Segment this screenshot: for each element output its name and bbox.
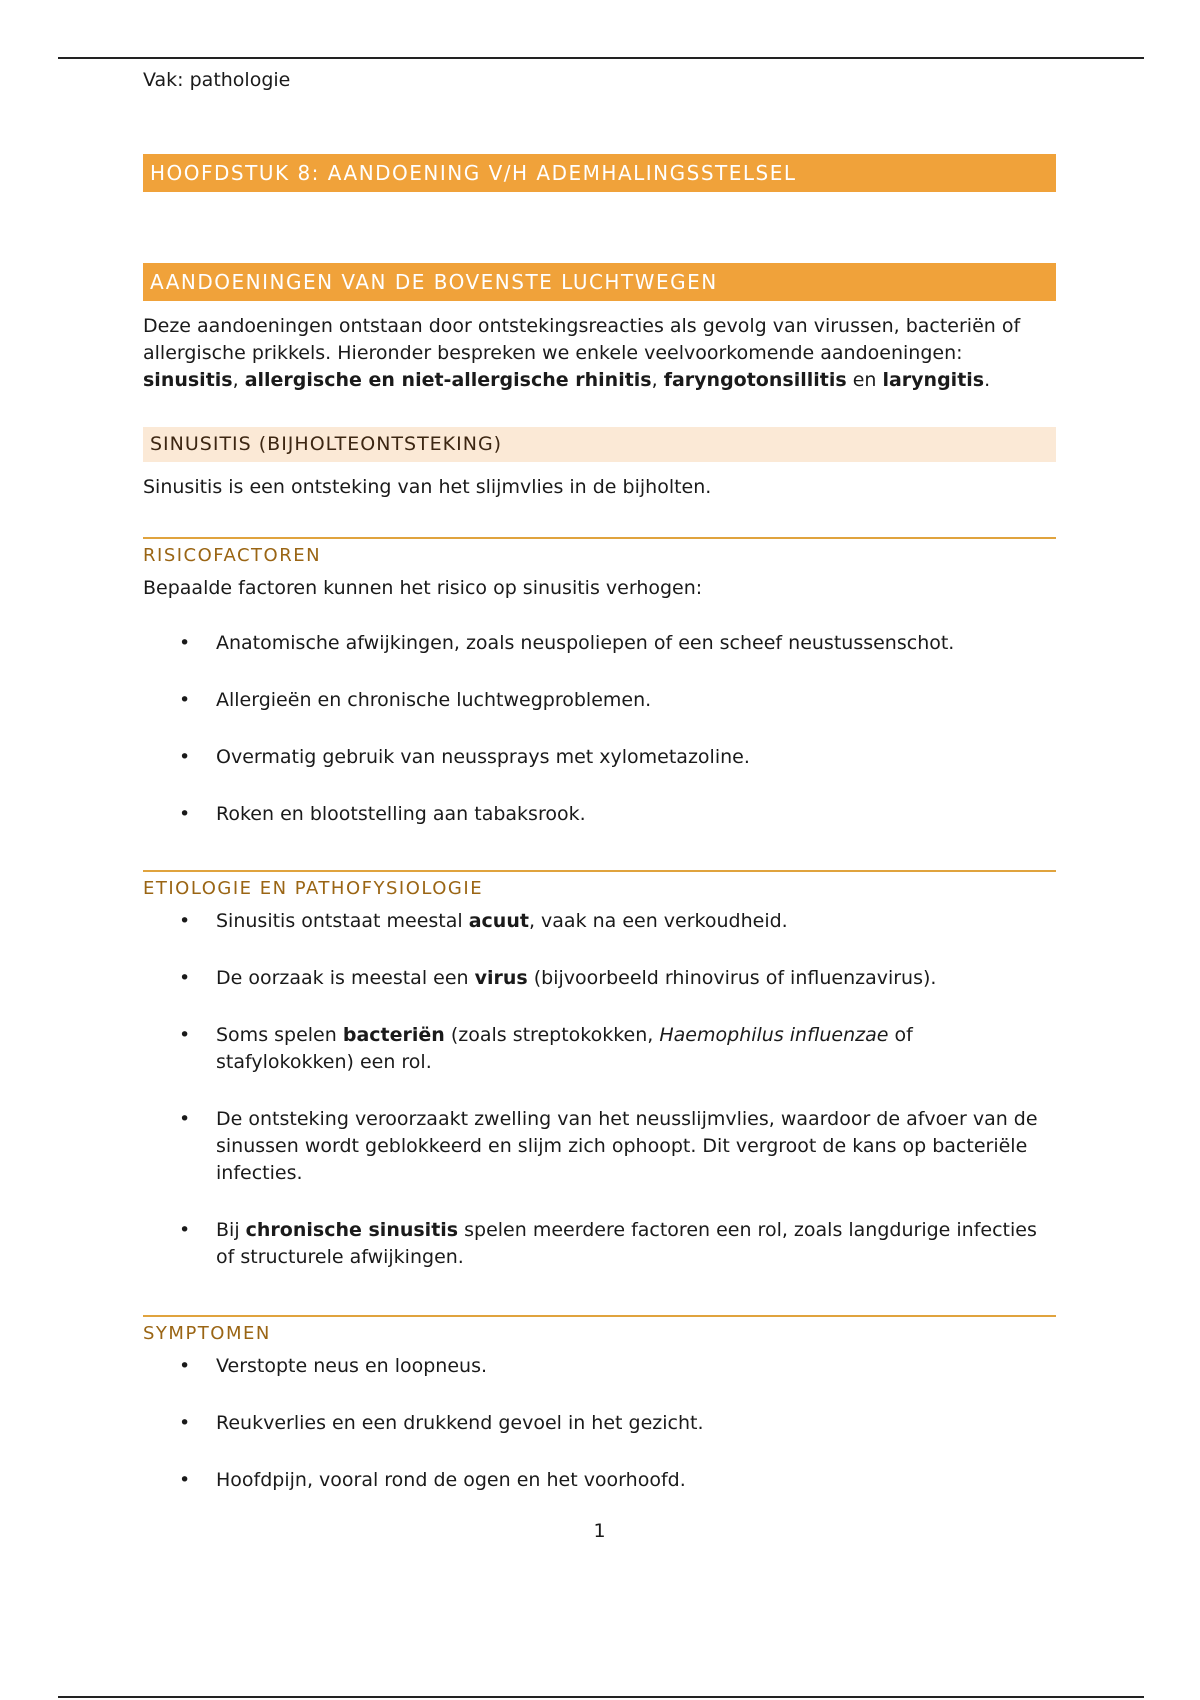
sinusitis-heading: SINUSITIS (BIJHOLTEONTSTEKING) bbox=[143, 427, 1056, 462]
bullet-icon: • bbox=[179, 1108, 191, 1130]
page-number: 1 bbox=[593, 1520, 606, 1542]
etiology-heading: ETIOLOGIE EN PATHOFYSIOLOGIE bbox=[143, 870, 1056, 902]
intro-term-faryngotonsillitis: faryngotonsillitis bbox=[663, 369, 847, 391]
intro-end: . bbox=[984, 369, 991, 391]
list-item-bold: virus bbox=[474, 967, 528, 989]
section-intro bbox=[143, 313, 1056, 394]
bullet-icon: • bbox=[179, 632, 191, 654]
sinusitis-definition: Sinusitis is een ontsteking van het slijmvlies in de bijholten. bbox=[143, 476, 712, 498]
symptoms-heading: SYMPTOMEN bbox=[143, 1315, 1056, 1347]
section-heading: AANDOENINGEN VAN DE BOVENSTE LUCHTWEGEN bbox=[143, 263, 1056, 301]
list-item-text: (bijvoorbeeld rhinovirus of influenzavirus). bbox=[527, 967, 937, 989]
list-item-text: of stafylokokken) een rol. bbox=[216, 1024, 913, 1073]
list-item bbox=[143, 630, 1056, 657]
risk-factors-heading: RISICOFACTOREN bbox=[143, 537, 1056, 569]
bullet-icon: • bbox=[179, 1412, 191, 1434]
list-item-text: Verstopte neus en loopneus. bbox=[216, 1355, 488, 1377]
risk-factors-list bbox=[143, 630, 1056, 828]
list-item bbox=[143, 687, 1056, 714]
bullet-icon: • bbox=[179, 1024, 191, 1046]
list-item bbox=[143, 965, 1056, 992]
list-item-text: spelen meerdere factoren een rol, zoals langdurige infecties of structurele afwijkingen. bbox=[216, 1219, 1037, 1268]
list-item bbox=[143, 1467, 1056, 1494]
symptoms-list bbox=[143, 1353, 1056, 1494]
intro-term-rhinitis: allergische en niet-allergische rhinitis bbox=[244, 369, 652, 391]
bullet-icon: • bbox=[179, 689, 191, 711]
intro-term-sinusitis: sinusitis bbox=[143, 369, 233, 391]
list-item bbox=[143, 908, 1056, 935]
etiology-list bbox=[143, 908, 1056, 1271]
bullet-icon: • bbox=[179, 1469, 191, 1491]
course-header: Vak: pathologie bbox=[143, 69, 291, 91]
intro-separator: , bbox=[232, 369, 245, 391]
intro-term-laryngitis: laryngitis bbox=[882, 369, 985, 391]
intro-separator: , bbox=[651, 369, 664, 391]
list-item-text: De ontsteking veroorzaakt zwelling van het neusslijmvlies, waardoor de afvoer van de sinussen wordt geblokkeerd en slijm zich ophoopt. Dit vergroot de kans op bacteriële infecties. bbox=[216, 1108, 1038, 1184]
intro-separator: en bbox=[846, 369, 883, 391]
bullet-icon: • bbox=[179, 910, 191, 932]
list-item-text: Soms spelen bbox=[216, 1024, 343, 1046]
document-page bbox=[143, 66, 1056, 1545]
bullet-icon: • bbox=[179, 803, 191, 825]
list-item bbox=[143, 1217, 1056, 1271]
list-item-text: Roken en blootstelling aan tabaksrook. bbox=[216, 803, 586, 825]
intro-text: Deze aandoeningen ontstaan door ontstekingsreacties als gevolg van virussen, bacteriën of allergische prikkels. Hieronder bespreken we enkele veelvoorkomende aandoeningen: bbox=[143, 315, 1021, 364]
list-item bbox=[143, 1022, 1056, 1076]
chapter-heading: HOOFDSTUK 8: AANDOENING V/H ADEMHALINGSSTELSEL bbox=[143, 154, 1056, 192]
bullet-icon: • bbox=[179, 1355, 191, 1377]
list-item-text: Hoofdpijn, vooral rond de ogen en het voorhoofd. bbox=[216, 1469, 686, 1491]
list-item-bold: bacteriën bbox=[342, 1024, 445, 1046]
bullet-icon: • bbox=[179, 967, 191, 989]
list-item-text: , vaak na een verkoudheid. bbox=[528, 910, 788, 932]
list-item-text: Reukverlies en een drukkend gevoel in het gezicht. bbox=[216, 1412, 704, 1434]
list-item-bold: chronische sinusitis bbox=[245, 1219, 459, 1241]
list-item-text: Bij bbox=[216, 1219, 246, 1241]
list-item-text: Sinusitis ontstaat meestal bbox=[216, 910, 469, 932]
list-item-bold: acuut bbox=[468, 910, 529, 932]
risk-factors-lead: Bepaalde factoren kunnen het risico op sinusitis verhogen: bbox=[143, 577, 703, 599]
bottom-rule bbox=[58, 1696, 1144, 1698]
list-item-text: De oorzaak is meestal een bbox=[216, 967, 475, 989]
list-item-text: Overmatig gebruik van neussprays met xylometazoline. bbox=[216, 746, 750, 768]
bullet-icon: • bbox=[179, 1219, 191, 1241]
list-item bbox=[143, 1106, 1056, 1187]
list-item bbox=[143, 1410, 1056, 1437]
list-item-text: Allergieën en chronische luchtwegproblemen. bbox=[216, 689, 652, 711]
list-item-text: Anatomische afwijkingen, zoals neuspoliepen of een scheef neustussenschot. bbox=[216, 632, 955, 654]
top-rule bbox=[58, 57, 1144, 59]
list-item bbox=[143, 744, 1056, 771]
list-item bbox=[143, 1353, 1056, 1380]
list-item-italic: Haemophilus influenzae bbox=[659, 1024, 889, 1046]
list-item bbox=[143, 801, 1056, 828]
list-item-text: (zoals streptokokken, bbox=[444, 1024, 660, 1046]
bullet-icon: • bbox=[179, 746, 191, 768]
